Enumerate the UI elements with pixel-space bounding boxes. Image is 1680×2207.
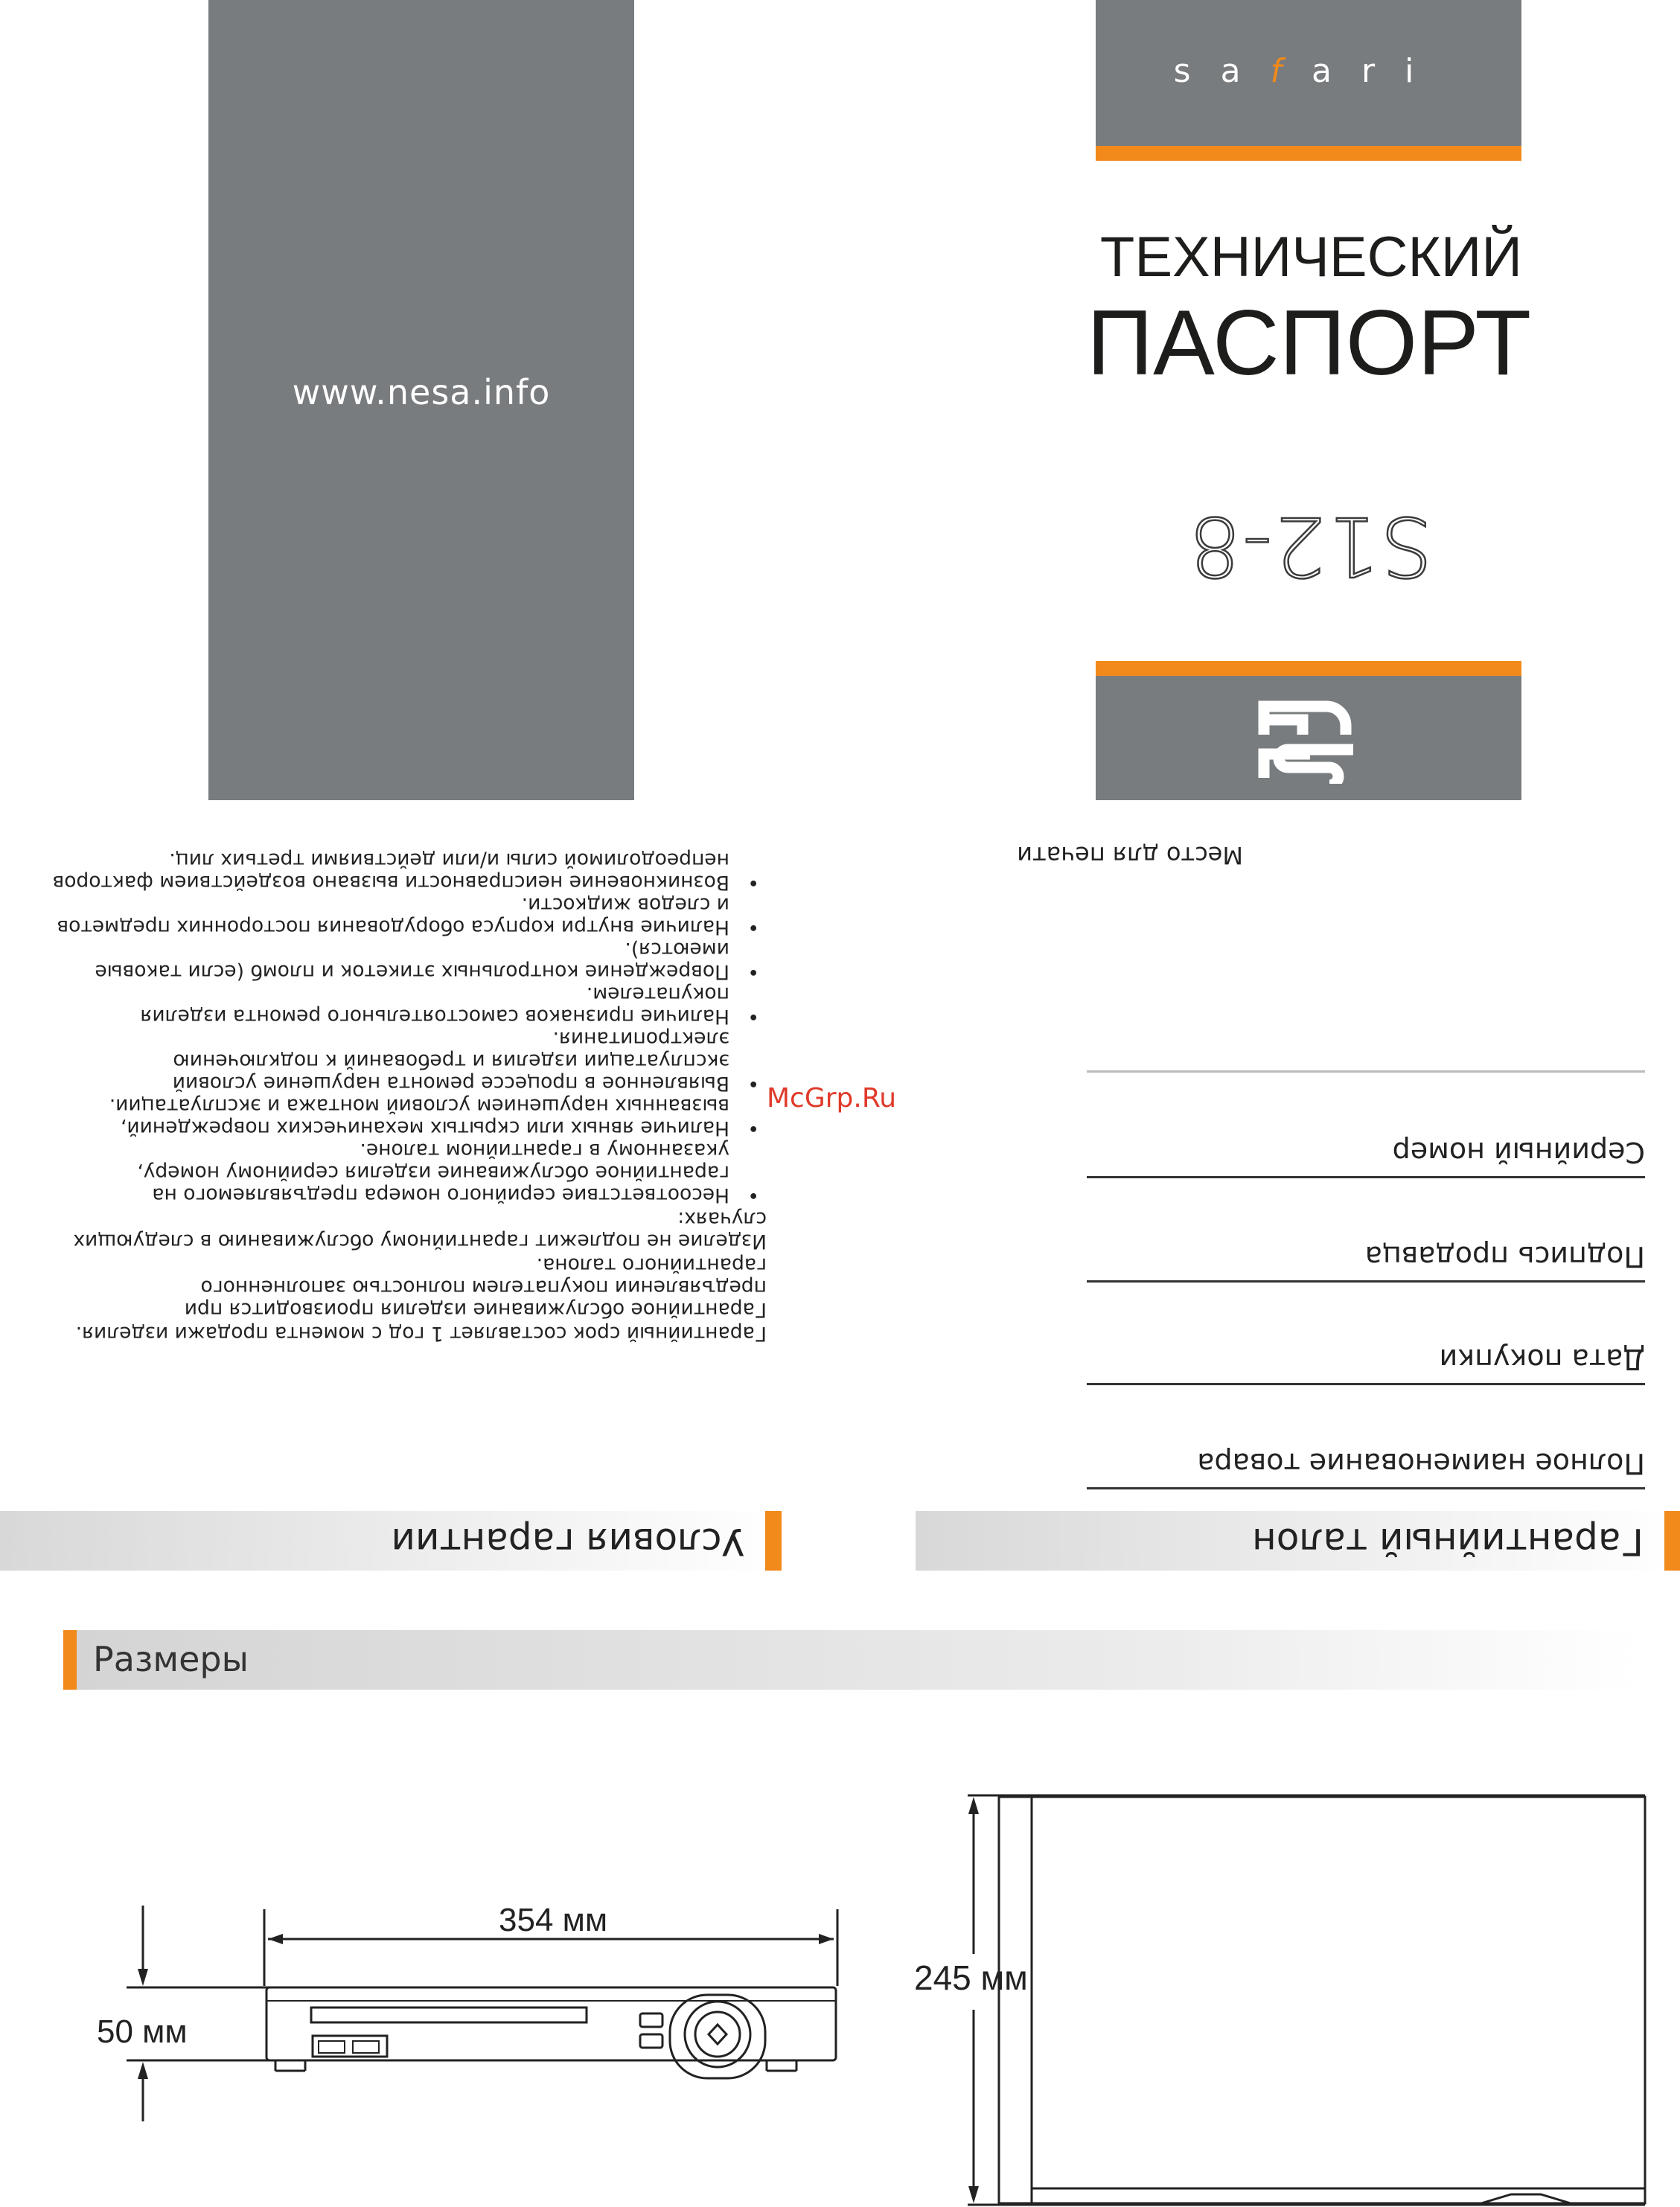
list-item: • Наличие явных или скрытых механических повреждений, вызванных нарушением условий монтажа и эксплуатации. xyxy=(52,1094,729,1139)
device-button xyxy=(640,2013,662,2027)
model-number: S12-8 xyxy=(1187,499,1433,594)
brand-accent-bar xyxy=(1096,146,1521,161)
list-item: • Повреждение контрольных этикеток и пломб (если таковые имеются). xyxy=(52,938,729,983)
header-accent-bar xyxy=(765,1511,782,1571)
device-outline xyxy=(999,1797,1645,2203)
depth-label: 245 мм xyxy=(914,1958,1028,1997)
control-knob xyxy=(695,2012,740,2057)
device-body xyxy=(266,1987,836,2060)
exclusions-list xyxy=(52,849,767,1206)
arrow-head xyxy=(268,1934,283,1944)
brand-logo-safari: safari xyxy=(1173,52,1444,90)
field-label: Полное наименование товара xyxy=(1197,1447,1645,1480)
top-view-drawing xyxy=(960,1786,1667,2207)
device-foot xyxy=(1481,2194,1571,2203)
field-blank-line xyxy=(1087,1026,1645,1073)
terms-paragraph: Гарантийное обслуживание изделия производится при предъявлении покупателем полностью заполненного гарантийного талона. xyxy=(184,1253,767,1321)
watermark-text: McGrp.Ru xyxy=(767,1083,897,1114)
header-accent-bar xyxy=(63,1630,77,1690)
terms-paragraph: Изделие не подлежит гарантийному обслуживанию в следующих случаях: xyxy=(73,1207,767,1253)
arrow-head xyxy=(968,1797,979,1814)
guarantee-conditions-title: Условия гарантии xyxy=(391,1520,744,1563)
stamp-area-label: Место для печати xyxy=(1017,841,1243,869)
field-product-name[interactable] xyxy=(1087,1443,1645,1489)
height-label: 50 мм xyxy=(97,2013,188,2050)
control-center xyxy=(709,2025,726,2044)
guarantee-card-title: Гарантийный талон xyxy=(1252,1520,1644,1563)
header-accent-bar xyxy=(1664,1511,1680,1571)
list-item: • Наличие внутри корпуса оборудования посторонних предметов и следов жидкости. xyxy=(52,893,729,938)
device-slot xyxy=(311,2008,587,2022)
field-serial-number[interactable] xyxy=(1087,1131,1645,1178)
arrow-head xyxy=(138,2062,148,2079)
list-item: • Возникновение неисправности вызвано воздействием факторов непреодолимой силы и/или действиями третьих лиц. xyxy=(52,849,729,893)
list-item: • Наличие признаков самостоятельного ремонта изделия покупателем. xyxy=(52,983,729,1027)
field-label: Подпись продавца xyxy=(1364,1240,1645,1273)
website-link[interactable]: www.nesa.info xyxy=(292,372,551,412)
logo-accent-bar xyxy=(1096,661,1521,676)
guarantee-conditions-header xyxy=(0,1511,782,1571)
dimensions-title: Размеры xyxy=(93,1639,249,1679)
dimensions-header xyxy=(63,1630,1638,1690)
nesa-logo-icon xyxy=(1258,696,1359,784)
field-purchase-date[interactable] xyxy=(1087,1338,1645,1385)
device-button xyxy=(640,2034,662,2048)
terms-paragraph: Гарантийный срок составляет 1 год с момента продажи изделия. xyxy=(75,1322,767,1345)
guarantee-card-header xyxy=(916,1511,1680,1571)
front-view-drawing xyxy=(127,1876,856,2121)
width-label: 354 мм xyxy=(499,1902,608,1938)
field-seller-signature[interactable] xyxy=(1087,1236,1645,1283)
list-item: • Несоответствие серийного номера предъявляемого на гарантийное обслуживание изделия серийному номеру, указанному в гарантийном талоне. xyxy=(52,1139,729,1206)
field-label: Дата покупки xyxy=(1439,1343,1645,1376)
document-title-line1: ТЕХНИЧЕСКИЙ xyxy=(1099,226,1522,289)
usb-port xyxy=(353,2041,379,2053)
arrow-head xyxy=(968,2186,979,2203)
list-item: • Выявленное в процессе ремонта нарушение условий эксплуатации изделия и требований к подключению электропитания. xyxy=(52,1027,729,1094)
guarantee-terms-text xyxy=(52,849,767,1344)
field-label: Серийный номер xyxy=(1392,1136,1645,1169)
document-title-line2: ПАСПОРТ xyxy=(1087,292,1532,395)
usb-port xyxy=(319,2041,345,2053)
arrow-head xyxy=(138,1969,148,1986)
arrow-head xyxy=(819,1934,834,1944)
